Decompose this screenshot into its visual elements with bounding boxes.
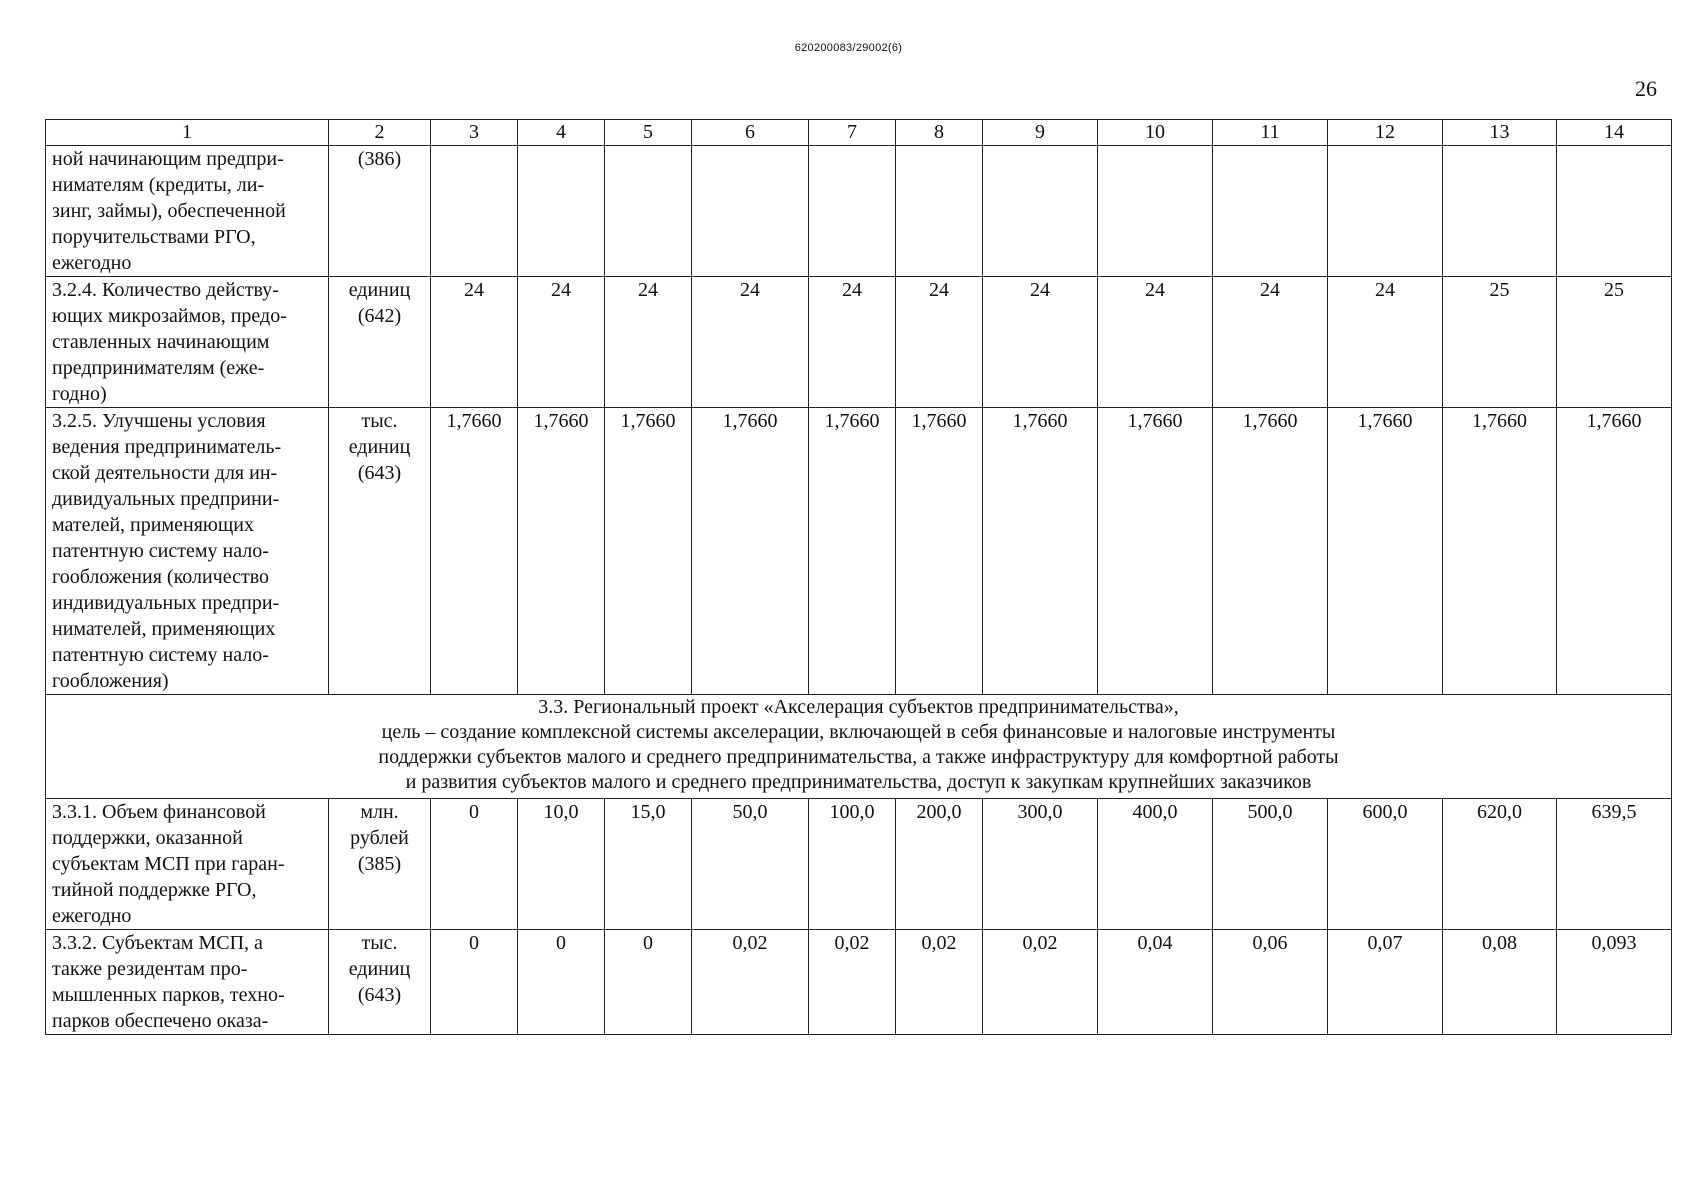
page-number: 26 (1635, 76, 1657, 101)
value-cell (1443, 146, 1557, 277)
header-cell: 3 (431, 120, 518, 146)
value-cell: 0,04 (1098, 930, 1213, 1035)
value-cell: 24 (518, 277, 605, 408)
value-cell: 639,5 (1557, 799, 1672, 930)
section-row (46, 695, 1672, 799)
value-cell: 24 (1098, 277, 1213, 408)
value-cell: 100,0 (809, 799, 896, 930)
value-cell: 1,7660 (896, 408, 983, 695)
value-cell (896, 146, 983, 277)
value-cell (431, 146, 518, 277)
header-cell: 6 (692, 120, 809, 146)
value-cell: 1,7660 (1557, 408, 1672, 695)
value-cell: 0,02 (983, 930, 1098, 1035)
table-row (46, 930, 1672, 1035)
value-cell (1213, 146, 1328, 277)
value-cell: 24 (983, 277, 1098, 408)
indicator-name-cell: 3.2.4. Количество действу- ющих микрозаймов, предо- ставленных начинающим предпринимателям (еже- годно) (46, 277, 329, 408)
indicator-name-cell: ной начинающим предпри- нимателям (кредиты, ли- зинг, займы), обеспеченной поручительствами РГО, ежегодно (46, 146, 329, 277)
header-cell: 1 (46, 120, 329, 146)
unit-cell: (386) (329, 146, 431, 277)
value-cell: 1,7660 (1328, 408, 1443, 695)
value-cell: 600,0 (1328, 799, 1443, 930)
value-cell: 1,7660 (1443, 408, 1557, 695)
table-row (46, 408, 1672, 695)
unit-cell: единиц (642) (329, 277, 431, 408)
header-cell: 14 (1557, 120, 1672, 146)
table-row (46, 799, 1672, 930)
header-cell: 8 (896, 120, 983, 146)
value-cell: 24 (1213, 277, 1328, 408)
value-cell (518, 146, 605, 277)
indicator-name-cell: 3.3.2. Субъектам МСП, а также резидентам про- мышленных парков, техно- парков обеспечено оказа- (46, 930, 329, 1035)
unit-cell: тыс. единиц (643) (329, 930, 431, 1035)
indicator-name-cell: 3.2.5. Улучшены условия ведения предприниматель- ской деятельности для ин- дивидуальных предприни- мателей, применяющих патентную систему нало- гообложения (количество индивидуальных предпри- нимателей, применяющих патентную систему нало- гообложения) (46, 408, 329, 695)
value-cell: 0 (431, 930, 518, 1035)
value-cell: 620,0 (1443, 799, 1557, 930)
value-cell: 1,7660 (983, 408, 1098, 695)
value-cell: 1,7660 (1098, 408, 1213, 695)
section-heading: 3.3. Региональный проект «Акселерация субъектов предпринимательства», цель – создание комплексной системы акселерации, включающей в себя финансовые и налоговые инструменты поддержки субъектов малого и среднего предпринимательства, а также инфраструктуру для комфортной работы и развития субъектов малого и среднего предпринимательства, доступ к закупкам крупнейших заказчиков (46, 695, 1672, 799)
value-cell: 0,02 (896, 930, 983, 1035)
value-cell: 1,7660 (431, 408, 518, 695)
header-cell: 7 (809, 120, 896, 146)
value-cell: 0,093 (1557, 930, 1672, 1035)
value-cell (692, 146, 809, 277)
value-cell: 1,7660 (809, 408, 896, 695)
unit-cell: тыс. единиц (643) (329, 408, 431, 695)
value-cell: 400,0 (1098, 799, 1213, 930)
value-cell: 0 (518, 930, 605, 1035)
value-cell: 24 (1328, 277, 1443, 408)
value-cell: 24 (809, 277, 896, 408)
value-cell: 24 (896, 277, 983, 408)
value-cell: 0,02 (809, 930, 896, 1035)
unit-cell: млн. рублей (385) (329, 799, 431, 930)
header-cell: 11 (1213, 120, 1328, 146)
header-row (46, 120, 1672, 146)
value-cell (809, 146, 896, 277)
value-cell: 0,06 (1213, 930, 1328, 1035)
value-cell: 24 (605, 277, 692, 408)
value-cell: 300,0 (983, 799, 1098, 930)
value-cell: 10,0 (518, 799, 605, 930)
indicator-name-cell: 3.3.1. Объем финансовой поддержки, оказанной субъектам МСП при гаран- тийной поддержке РГО, ежегодно (46, 799, 329, 930)
value-cell: 25 (1443, 277, 1557, 408)
value-cell (1098, 146, 1213, 277)
header-cell: 5 (605, 120, 692, 146)
value-cell (983, 146, 1098, 277)
value-cell: 0,08 (1443, 930, 1557, 1035)
header-cell: 4 (518, 120, 605, 146)
value-cell: 24 (431, 277, 518, 408)
value-cell: 25 (1557, 277, 1672, 408)
indicators-table (45, 119, 1672, 1035)
header-cell: 9 (983, 120, 1098, 146)
header-cell: 12 (1328, 120, 1443, 146)
value-cell: 1,7660 (692, 408, 809, 695)
value-cell: 0 (431, 799, 518, 930)
table-row (46, 146, 1672, 277)
value-cell: 50,0 (692, 799, 809, 930)
value-cell: 200,0 (896, 799, 983, 930)
value-cell: 24 (692, 277, 809, 408)
value-cell: 1,7660 (518, 408, 605, 695)
header-cell: 10 (1098, 120, 1213, 146)
value-cell: 500,0 (1213, 799, 1328, 930)
table-row (46, 277, 1672, 408)
value-cell: 1,7660 (1213, 408, 1328, 695)
value-cell (1328, 146, 1443, 277)
header-cell: 2 (329, 120, 431, 146)
value-cell: 0,02 (692, 930, 809, 1035)
value-cell: 0 (605, 930, 692, 1035)
value-cell: 0,07 (1328, 930, 1443, 1035)
value-cell: 1,7660 (605, 408, 692, 695)
value-cell (605, 146, 692, 277)
document-id: 620200083/29002(6) (794, 42, 903, 54)
header-cell: 13 (1443, 120, 1557, 146)
value-cell (1557, 146, 1672, 277)
value-cell: 15,0 (605, 799, 692, 930)
